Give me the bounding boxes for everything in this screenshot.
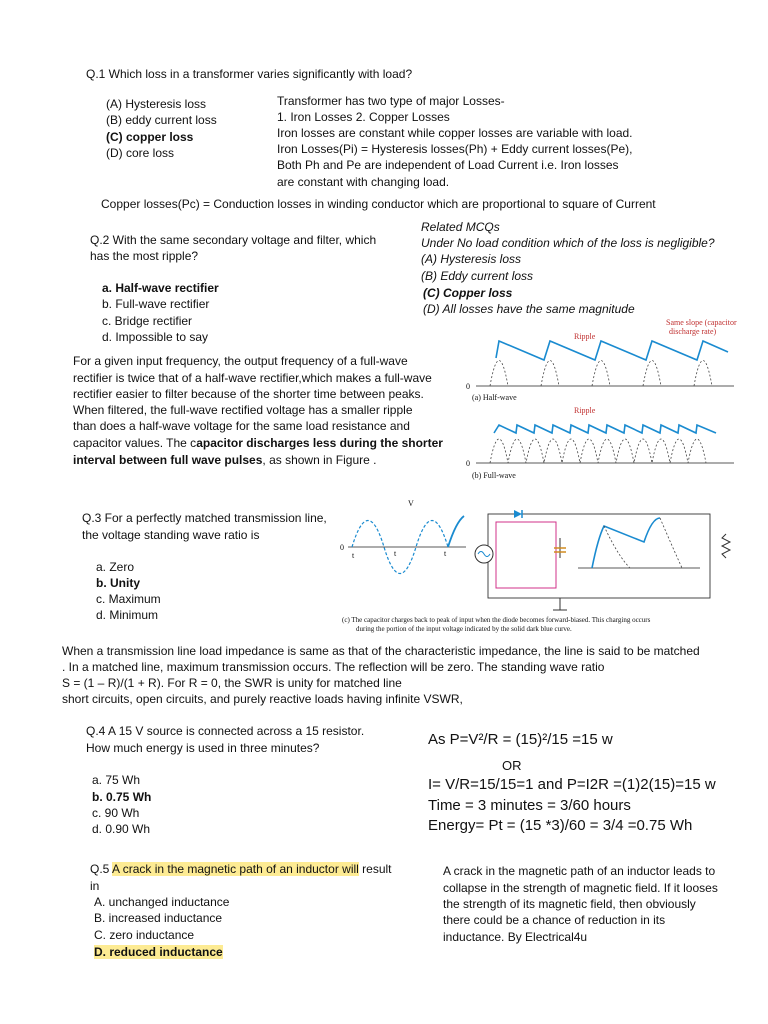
diode-icon [514, 510, 522, 518]
t0-label: t [352, 551, 355, 560]
q5-option-a: A. unchanged inductance [94, 895, 230, 909]
q2-explanation-line: When filtered, the full-wave rectified voltage has a smaller ripple [73, 403, 413, 417]
sine-zero-label: 0 [340, 543, 344, 552]
q2-expl-text: , as shown in Figure . [262, 453, 377, 467]
q3-explanation-line: . In a matched line, maximum transmission occurs. The reflection will be zero. The standing wave ratio [62, 660, 605, 674]
q3-explanation-line: When a transmission line load impedance is same as that of the characteristic impedance, the line is said to be matched [62, 644, 700, 658]
q5-option-d [94, 944, 223, 960]
q4-question-line2: How much energy is used in three minutes? [86, 741, 320, 755]
q2-explanation-line [73, 452, 376, 468]
q2-expl-bold: apacitor discharges less during the shorter [196, 436, 443, 450]
q5-option-d-highlight: D. reduced inductance [94, 945, 223, 959]
q1-option-d: (D) core loss [106, 146, 175, 160]
q3-option-c: c. Maximum [96, 592, 161, 606]
q5-question [90, 861, 392, 877]
q1-explanation-line: are constant with changing load. [277, 175, 450, 189]
q4-solution-line3: Time = 3 minutes = 3/60 hours [428, 797, 631, 814]
vin-exceeds-label: V [408, 499, 414, 508]
q5-explanation-line: collapse in the strength of magnetic field. If it looses [443, 881, 718, 895]
q2-explanation-line [73, 435, 443, 451]
q2-explanation-line: rectifier easier to filter because of the shorter time between peaks. [73, 387, 424, 401]
q2-explanation-line: For a given input frequency, the output frequency of a full-wave [73, 354, 408, 368]
q2-option-d: d. Impossible to say [102, 330, 209, 344]
q1-question: Q.1 Which loss in a transformer varies significantly with load? [86, 67, 413, 81]
q4-solution-or: OR [502, 758, 522, 773]
q3-option-a: a. Zero [96, 560, 135, 574]
q1-explanation-line: Transformer has two type of major Losses- [277, 94, 505, 108]
q3-question: Q.3 For a perfectly matched transmission line, [82, 511, 327, 525]
q5-explanation-line: inductance. By Electrical4u [443, 930, 588, 944]
q2-explanation-line: than does a half-wave voltage for the same load resistance and [73, 419, 410, 433]
q5-question-highlight: A crack in the magnetic path of an inductor will [112, 862, 359, 876]
q5-explanation-line: the strength of its magnetic field, then obviously [443, 897, 696, 911]
q2-expl-bold: interval between full wave pulses [73, 453, 263, 467]
q5-question-number: Q.5 [90, 862, 113, 876]
q2-option-b: b. Full-wave rectifier [102, 297, 210, 311]
q4-option-a: a. 75 Wh [92, 773, 141, 787]
half-wave-ripple-trace [496, 341, 728, 360]
charging-current-loop [496, 522, 556, 588]
q4-solution-line4: Energy= Pt = (15 *3)/60 = 3/4 =0.75 Wh [428, 817, 693, 834]
t2-label: t [444, 549, 447, 558]
q5-option-b: B. increased inductance [94, 911, 223, 925]
q1-option-b: (B) eddy current loss [106, 113, 217, 127]
q1-explanation-line: 1. Iron Losses 2. Copper Losses [277, 110, 450, 124]
ripple-label-top: Ripple [574, 332, 596, 341]
q4-option-d: d. 0.90 Wh [92, 822, 151, 836]
q2-option-a: a. Half-wave rectifier [102, 281, 219, 295]
q1-explanation-line: Iron losses are constant while copper losses are variable with load. [277, 126, 633, 140]
slope-label-line2: discharge rate) [669, 327, 717, 336]
q2-explanation-line: rectifier is twice that of a half-wave rectifier,which makes a full-wave [73, 371, 432, 385]
figure2-caption-line1: (c) The capacitor charges back to peak of input when the diode becomes forward-biased. This charging occurs [342, 616, 651, 624]
q2-expl-text: capacitor values. The c [73, 436, 197, 450]
related-option-b: (B) Eddy current loss [421, 269, 534, 283]
q1-explanation-line: Iron Losses(Pi) = Hysteresis losses(Ph) + Eddy current losses(Pe), [277, 142, 633, 156]
input-sine-solid [448, 516, 464, 547]
rectifier-ripple-figure [466, 315, 738, 485]
half-wave-caption: (a) Half-wave [472, 393, 517, 402]
figure2-caption-line2: during the portion of the input voltage indicated by the solid dark blue curve. [356, 625, 572, 633]
copper-loss-note: Copper losses(Pc) = Conduction losses in winding conductor which are proportional to square of Current [101, 197, 656, 211]
q4-solution-line1: As P=V²/R = (15)²/15 =15 w [428, 731, 613, 748]
ripple-label-bottom: Ripple [574, 406, 596, 415]
output-voltage-trace [592, 518, 660, 568]
q3-option-b: b. Unity [96, 576, 140, 590]
q3-explanation-line: S = (1 – R)/(1 + R). For R = 0, the SWR is unity for matched line [62, 676, 402, 690]
q5-question-end: result [358, 862, 392, 876]
t1-label: t [394, 549, 397, 558]
related-title: Related MCQs [421, 220, 500, 234]
resistor-icon [722, 534, 730, 558]
q5-explanation-line: there could be a chance of reduction in its [443, 913, 666, 927]
related-question: Under No load condition which of the loss is negligible? [421, 236, 715, 250]
q4-option-b: b. 0.75 Wh [92, 790, 152, 804]
q5-explanation-line: A crack in the magnetic path of an inductor leads to [443, 864, 716, 878]
half-wave-input-dashed [490, 361, 712, 387]
q4-question: Q.4 A 15 V source is connected across a 15 resistor. [86, 724, 365, 738]
q2-question: Q.2 With the same secondary voltage and filter, which [90, 233, 377, 247]
related-option-d: (D) All losses have the same magnitude [423, 302, 635, 316]
q1-option-c: (C) copper loss [106, 130, 194, 144]
q5-option-c: C. zero inductance [94, 928, 195, 942]
q4-solution-line2: I= V/R=15/15=1 and P=I2R =(1)2(15)=15 w [428, 776, 716, 793]
slope-label-line1: Same slope (capacitor [666, 318, 737, 327]
full-wave-zero-label: 0 [466, 459, 470, 468]
capacitor-charging-figure [338, 498, 750, 640]
q2-option-c: c. Bridge rectifier [102, 314, 193, 328]
q3-explanation-line: short circuits, open circuits, and purely reactive loads having infinite VSWR, [62, 692, 463, 706]
q1-option-a: (A) Hysteresis loss [106, 97, 207, 111]
output-dashed-curve [604, 518, 682, 568]
half-wave-zero-label: 0 [466, 382, 470, 391]
q4-option-c: c. 90 Wh [92, 806, 140, 820]
full-wave-input-dashed [490, 439, 706, 463]
q1-explanation-line: Both Ph and Pe are independent of Load Current i.e. Iron losses [277, 158, 619, 172]
full-wave-ripple-trace [494, 425, 716, 433]
q3-option-d: d. Minimum [96, 608, 159, 622]
related-option-a: (A) Hysteresis loss [421, 252, 522, 266]
related-option-c: (C) Copper loss [423, 286, 513, 300]
q2-question-line2: has the most ripple? [90, 249, 199, 263]
q3-question-line2: the voltage standing wave ratio is [82, 528, 260, 542]
full-wave-caption: (b) Full-wave [472, 471, 516, 480]
q5-question-line2: in [90, 879, 100, 893]
